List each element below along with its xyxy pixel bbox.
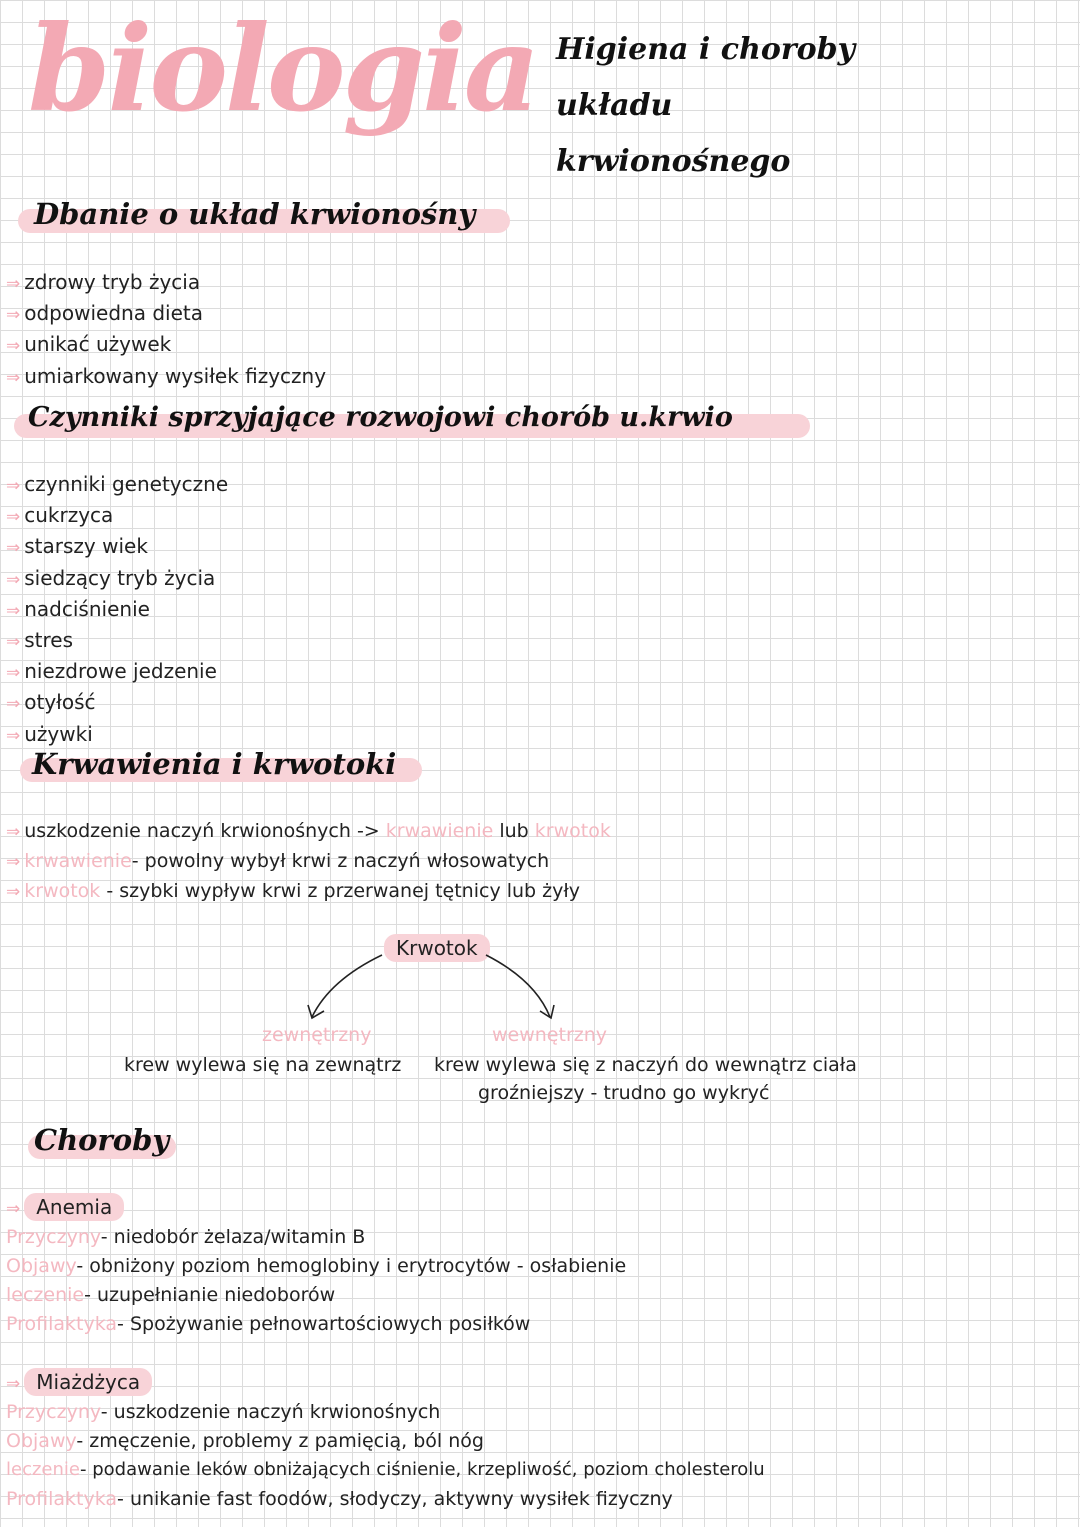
list-item: ⇒ cukrzyca	[6, 503, 114, 528]
diseases-heading: Choroby	[34, 1123, 170, 1157]
list-item: ⇒ zdrowy tryb życia	[6, 270, 201, 294]
arrow-icon: ⇒	[6, 507, 21, 528]
diagram-arrows	[290, 945, 570, 1030]
diagram-root: Krwotok	[384, 934, 490, 962]
arrow-icon: ⇒	[6, 476, 21, 496]
arrow-icon: ⇒	[6, 274, 21, 294]
arrow-icon: ⇒	[6, 725, 21, 746]
list-item: ⇒ czynniki genetyczne	[6, 472, 229, 496]
list-item: ⇒ otyłość	[6, 690, 96, 715]
list-item: ⇒ używki	[6, 721, 93, 746]
bleeding-line-3: ⇒ krwotok - szybki wypływ krwi z przerwanej tętnicy lub żyły	[6, 880, 581, 902]
arrow-icon: ⇒	[6, 569, 21, 590]
atherosclerosis-prevention: Profilaktyka- unikanie fast foodów, słodyczy, aktywny wysiłek fizyczny	[6, 1488, 673, 1510]
anemia-causes: Przyczyny- niedobór żelaza/witamin B	[6, 1226, 366, 1248]
care-heading: Dbanie o układ krwionośny	[34, 197, 476, 231]
arrow-icon: ⇒	[6, 1374, 21, 1394]
arrow-icon: ⇒	[6, 882, 21, 902]
page-subtitle: Higiena i choroby układu krwionośnego	[556, 32, 856, 179]
atherosclerosis-causes: Przyczyny- uszkodzenie naczyń krwionośnych	[6, 1401, 441, 1423]
arrow-icon: ⇒	[6, 632, 21, 653]
atherosclerosis-treatment: leczenie- podawanie leków obniżających ciśnienie, krzepliwość, poziom cholesterolu	[6, 1459, 765, 1480]
list-item: ⇒ niezdrowe jedzenie	[6, 659, 217, 684]
list-item: ⇒ stres	[6, 628, 74, 653]
list-item: ⇒ umiarkowany wysiłek fizyczny	[6, 363, 327, 388]
list-item: ⇒ odpowiedna dieta	[6, 301, 203, 326]
arrow-icon: ⇒	[6, 367, 21, 388]
care-list	[6, 268, 326, 393]
page-title: biologia	[28, 0, 538, 138]
arrow-icon: ⇒	[6, 600, 21, 621]
arrow-icon: ⇒	[6, 538, 21, 559]
atherosclerosis-title: ⇒ Miażdżyca	[6, 1370, 152, 1394]
anemia-symptoms: Objawy- obniżony poziom hemoglobiny i erytrocytów - osłabienie	[6, 1255, 627, 1277]
list-item: ⇒ siedzący tryb życia	[6, 565, 216, 590]
factors-list	[6, 470, 228, 751]
bleeding-line-1: ⇒ uszkodzenie naczyń krwionośnych -> krwawienie lub krwotok	[6, 820, 611, 842]
anemia-title: ⇒ Anemia	[6, 1195, 124, 1219]
anemia-treatment: leczenie- uzupełnianie niedoborów	[6, 1284, 336, 1306]
diagram-left-desc: krew wylewa się na zewnątrz	[124, 1054, 402, 1076]
diagram-right-desc-1: krew wylewa się z naczyń do wewnątrz ciała	[434, 1054, 857, 1076]
list-item: ⇒ nadciśnienie	[6, 596, 150, 621]
arrow-icon: ⇒	[6, 822, 21, 842]
arrow-icon: ⇒	[6, 1199, 21, 1219]
arrow-icon: ⇒	[6, 336, 21, 357]
diagram-left-label: zewnętrzny	[262, 1024, 372, 1046]
anemia-prevention: Profilaktyka- Spożywanie pełnowartościowych posiłków	[6, 1313, 531, 1335]
diagram-right-desc-2: groźniejszy - trudno go wykryć	[478, 1082, 770, 1104]
arrow-icon: ⇒	[6, 694, 21, 715]
arrow-icon: ⇒	[6, 305, 21, 326]
bleeding-line-2: ⇒ krwawienie- powolny wybył krwi z naczyń włosowatych	[6, 850, 550, 872]
list-item: ⇒ unikać używek	[6, 332, 172, 357]
atherosclerosis-symptoms: Objawy- zmęczenie, problemy z pamięcią, ból nóg	[6, 1430, 484, 1452]
arrow-icon: ⇒	[6, 852, 21, 872]
list-item: ⇒ starszy wiek	[6, 534, 148, 559]
diagram-right-label: wewnętrzny	[492, 1024, 608, 1046]
arrow-icon: ⇒	[6, 663, 21, 684]
arrow-right-icon	[486, 955, 550, 1017]
factors-heading: Czynniki sprzyjające rozwojowi chorób u.krwio	[28, 402, 733, 433]
arrow-left-icon	[312, 955, 382, 1017]
bleeding-heading: Krwawienia i krwotoki	[32, 747, 397, 781]
